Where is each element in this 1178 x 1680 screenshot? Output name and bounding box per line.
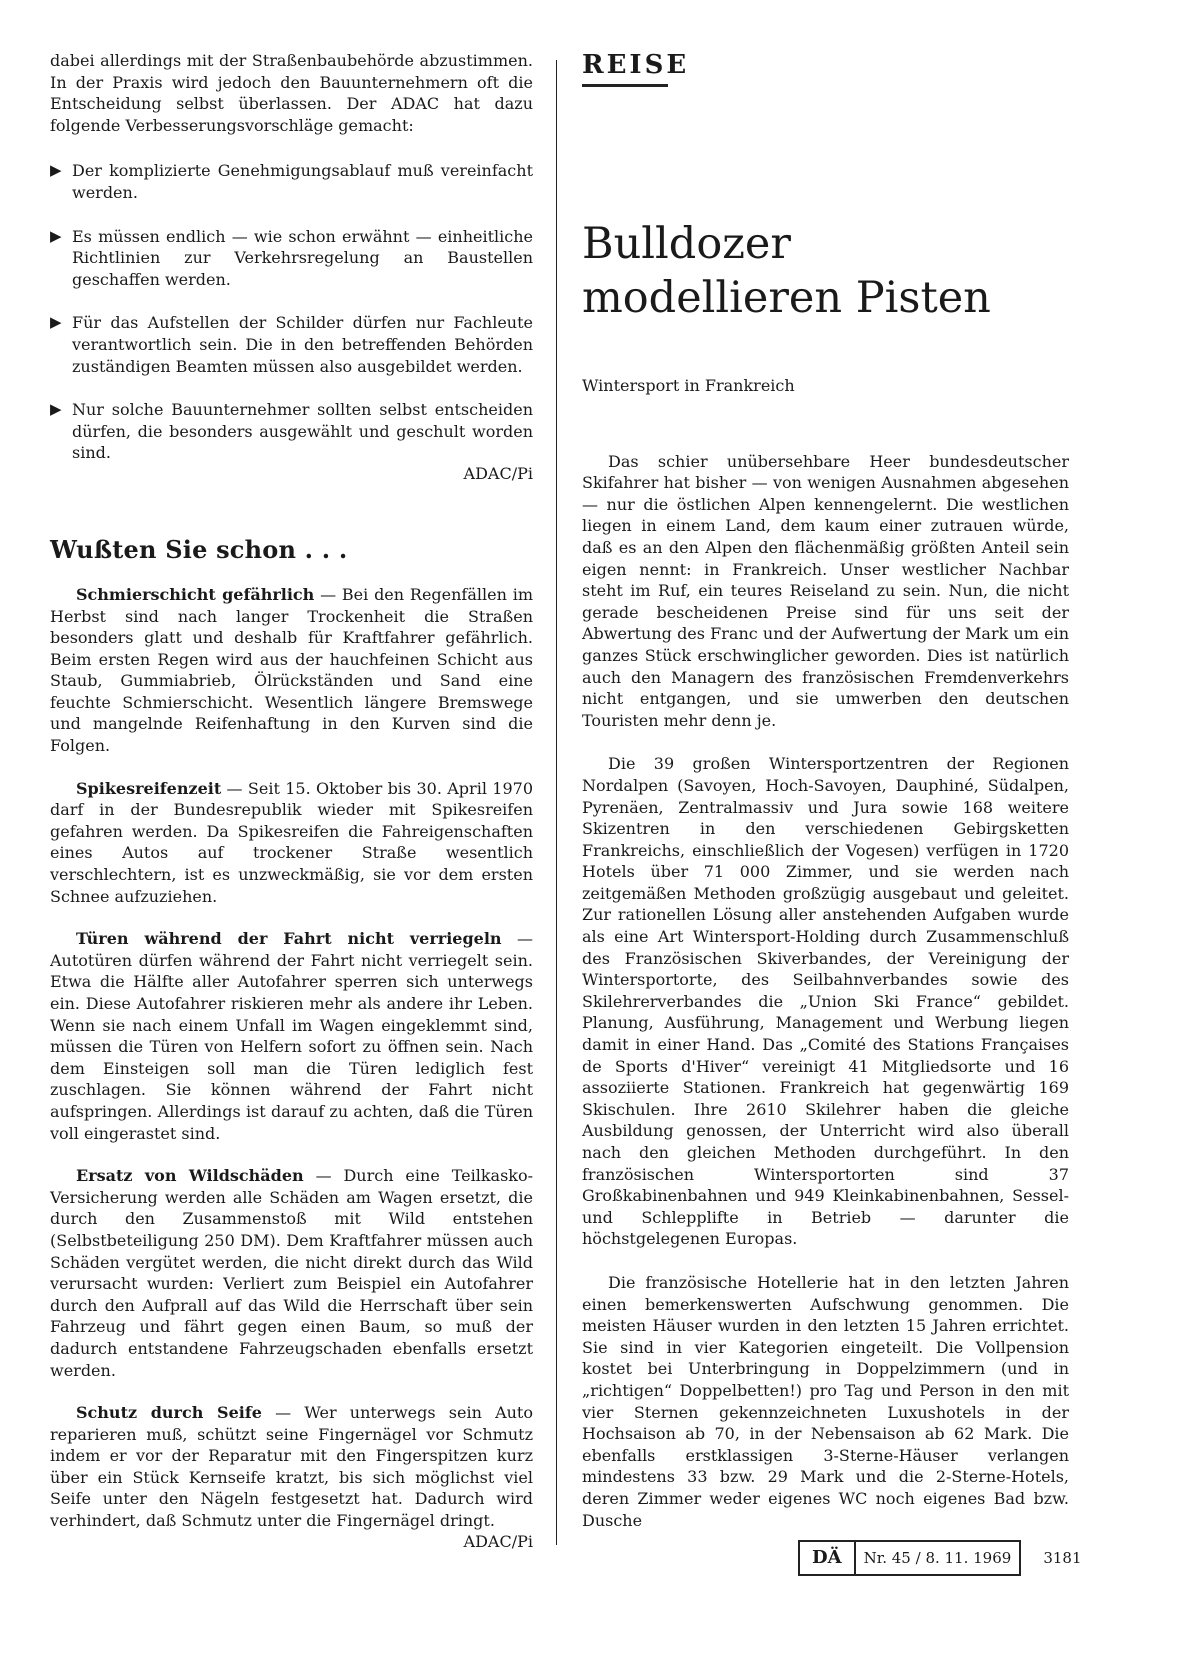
item-lead: Türen während der Fahrt nicht verriegeln [76, 929, 502, 949]
bullet-list [50, 160, 533, 483]
rubric: REISE [582, 50, 690, 80]
item-text: — Bei den Regenfällen im Herbst sind nach langer Trockenheit die Straßen besonders glatt und deshalb für Kraftfahrer gefährlich. Beim ersten Regen wird aus der hauchfeinen Schicht aus Staub, Gummiabrieb, Ölrückständen und Sand eine feuchte Schmierschicht. Wesentlich längere Bremswege und mangelnde Reifenhaftung in den Kurven sind die Folgen. [50, 584, 533, 756]
headline-line: modellieren Pisten [582, 273, 991, 323]
item-text: — Wer unterwegs sein Auto reparieren muß, schützt seine Fingernägel vor Schmutz indem er vor der Reparatur mit den Fingerspitzen kurz über ein Stück Kernseife kratzt, bis sich möglichst viel Seife unter den Nägeln festgesetzt hat. Dadurch wird verhindert, daß Schmutz unter die Fingernägel dringt. [50, 1403, 533, 1531]
page-number: 3181 [1043, 1549, 1082, 1567]
article-paragraph: Die französische Hotellerie hat in den letzten Jahren einen bemerkenswerten Aufschwung genommen. Die meisten Häuser wurden in den letzten 15 Jahren errichtet. Sie sind in vier Kategorien eingeteilt. Die Vollpension kostet bei Unterbringung in Doppelzimmern (und in „richtigen“ Doppelbetten!) pro Tag und Person in den mit vier Sternen gekennzeichneten Luxushotels in der Hochsaison ab 70, in der Nebensaison ab 62 Mark. Die ebenfalls erstklassigen 3-Sterne-Häuser verlangen mindestens 33 bzw. 29 Mark und die 2-Sterne-Hotels, deren Zimmer weder eigenes WC noch eigenes Bad bzw. Dusche [582, 1272, 1069, 1530]
page-footer [798, 1540, 1082, 1576]
news-item [50, 1165, 533, 1381]
journal-logo: DÄ [800, 1542, 856, 1574]
triangle-bullet-icon: ▶ [50, 161, 62, 180]
item-text: — Seit 15. Oktober bis 30. April 1970 darf in der Bundesrepublik wieder mit Spikesreifen gefahren werden. Da Spikesreifen die Fahreigenschaften eines Autos auf trockener Straße wesentlich verschlechtern, ist es unzweckmäßig, sie vor dem ersten Schnee aufzuziehen. [50, 778, 533, 906]
section-title: Wußten Sie schon . . . [50, 534, 348, 564]
left-column [50, 50, 533, 1572]
intro-paragraph: dabei allerdings mit der Straßenbaubehörde abzustimmen. In der Praxis wird jedoch den Bauunternehmern oft die Entscheidung selbst überlassen. Der ADAC hat dazu folgende Verbesserungsvorschläge gemacht: [50, 51, 533, 135]
right-column [582, 50, 1069, 1553]
subheadline: Wintersport in Frankreich [582, 376, 795, 395]
signature: ADAC/Pi [463, 463, 533, 483]
article-paragraph: Die 39 großen Wintersportzentren der Regionen Nordalpen (Savoyen, Hoch-Savoyen, Dauphiné, Südalpen, Pyrenäen, Zentralmassiv und Jura sowie 168 weitere Skizentren in den verschiedenen Gebirgsketten Frankreichs, einschließlich der Vogesen) verfügen in 1720 Hotels über 71 000 Zimmer, und sie werden nach zeitgemäßen Methoden großzügig ausgebaut und geleitet. Zur rationellen Lösung aller anstehenden Aufgaben wurde als eine Art Wintersport-Holding durch Zusammenschluß des Französischen Skiverbandes, der Vereinigung der Wintersportorte, des Seilbahnverbandes sowie des Skilehrerverbandes die „Union Ski France“ gebildet. Planung, Ausführung, Management und Werbung liegen damit in einer Hand. Das „Comité des Stations Françaises de Sports d'Hiver“ vereinigt 41 Mitgliedsorte und 16 assoziierte Stationen. Frankreich hat gegenwärtig 169 Skischulen. Ihre 2610 Skilehrer haben die gleiche Ausbildung genossen, der Unterricht wird also überall nach den gleichen Methoden durchgeführt. In den französischen Wintersportorten sind 37 Großkabinenbahnen und 949 Kleinkabinenbahnen, Sessel- und Schlepplifte in Betrieb — darunter die höchstgelegenen Europas. [582, 754, 1069, 1249]
bullet-item [50, 226, 533, 291]
news-item [50, 928, 533, 1144]
bullet-text: Für das Aufstellen der Schilder dürfen nur Fachleute verantwortlich sein. Die in den betreffenden Behörden zuständigen Beamten müssen also ausgebildet werden. [72, 313, 533, 376]
item-lead: Schmierschicht gefährlich [76, 584, 315, 604]
issue-box [798, 1540, 1021, 1576]
news-item [50, 778, 533, 908]
triangle-bullet-icon: ▶ [50, 400, 62, 419]
bullet-text: Es müssen endlich — wie schon erwähnt — einheitliche Richtlinien zur Verkehrsregelung an Baustellen geschaffen werden. [72, 226, 533, 289]
bullet-item [50, 312, 533, 377]
item-lead: Ersatz von Wildschäden [76, 1166, 304, 1186]
news-item [50, 584, 533, 757]
item-text: — Autotüren dürfen während der Fahrt nicht verriegelt sein. Etwa die Hälfte aller Autofahrer sperren sich unterwegs ein. Diese Autofahrer riskieren mehr als andere ihr Leben. Wenn sie nach einem Unfall im Wagen eingeklemmt sind, müssen die Türen von Helfern sofort zu öffnen sein. Nach dem Einsteigen soll man die Türen lediglich fest zuschlagen. Sie können während der Fahrt nicht aufspringen. Allerdings ist darauf zu achten, daß die Türen voll eingerastet sind. [50, 929, 533, 1143]
article-paragraph: Das schier unübersehbare Heer bundesdeutscher Skifahrer hat bisher — von wenigen Ausnahmen abgesehen — nur die östlichen Alpen kennengelernt. Die westlichen liegen in einem Land, dem kaum einer zutrauen würde, daß es an den Alpen den flächenmäßig größten Anteil sein eigen nennt: in Frankreich. Unser westlicher Nachbar steht im Ruf, ein teures Reiseland zu sein. Nun, die nicht gerade bescheidenen Preise sind für uns seit der Abwertung des Franc und der Aufwertung der Mark um ein ganzes Stück erschwinglicher geworden. Dies ist natürlich auch den Managern des französischen Fremdenverkehrs nicht entgangen, und sie umwerben den deutschen Touristen mehr denn je. [582, 451, 1069, 730]
rubric-rule [582, 84, 668, 87]
bullet-text: Nur solche Bauunternehmer sollten selbst entscheiden dürfen, die besonders ausgewählt und geschult worden sind. [72, 400, 533, 463]
news-item [50, 1402, 533, 1551]
article-body [582, 451, 1069, 1532]
headline-line: Bulldozer [582, 219, 791, 269]
triangle-bullet-icon: ▶ [50, 313, 62, 332]
column-divider [556, 60, 557, 1545]
item-text: — Durch eine Teilkasko-Versicherung werden alle Schäden am Wagen ersetzt, die durch den Zusammenstoß mit Wild entstehen (Selbstbeteiligung 250 DM). Dem Kraftfahrer müssen auch Schäden vergütet werden, die nicht direkt durch das Wild verursacht wurden: Verliert zum Beispiel ein Autofahrer durch den Aufprall auf das Wild die Herrschaft über sein Fahrzeug und fährt gegen einen Baum, so muß der dadurch entstandene Fahrzeugschaden ebenfalls ersetzt werden. [50, 1166, 534, 1380]
bullet-text: Der komplizierte Genehmigungsablauf muß vereinfacht werden. [72, 161, 533, 202]
bullet-item [50, 399, 533, 483]
item-lead: Schutz durch Seife [76, 1403, 262, 1423]
signature: ADAC/Pi [463, 1531, 533, 1551]
headline [582, 217, 1069, 325]
bullet-item [50, 160, 533, 203]
issue-info: Nr. 45 / 8. 11. 1969 [863, 1549, 1012, 1567]
item-lead: Spikesreifenzeit [76, 778, 222, 798]
triangle-bullet-icon: ▶ [50, 226, 62, 245]
